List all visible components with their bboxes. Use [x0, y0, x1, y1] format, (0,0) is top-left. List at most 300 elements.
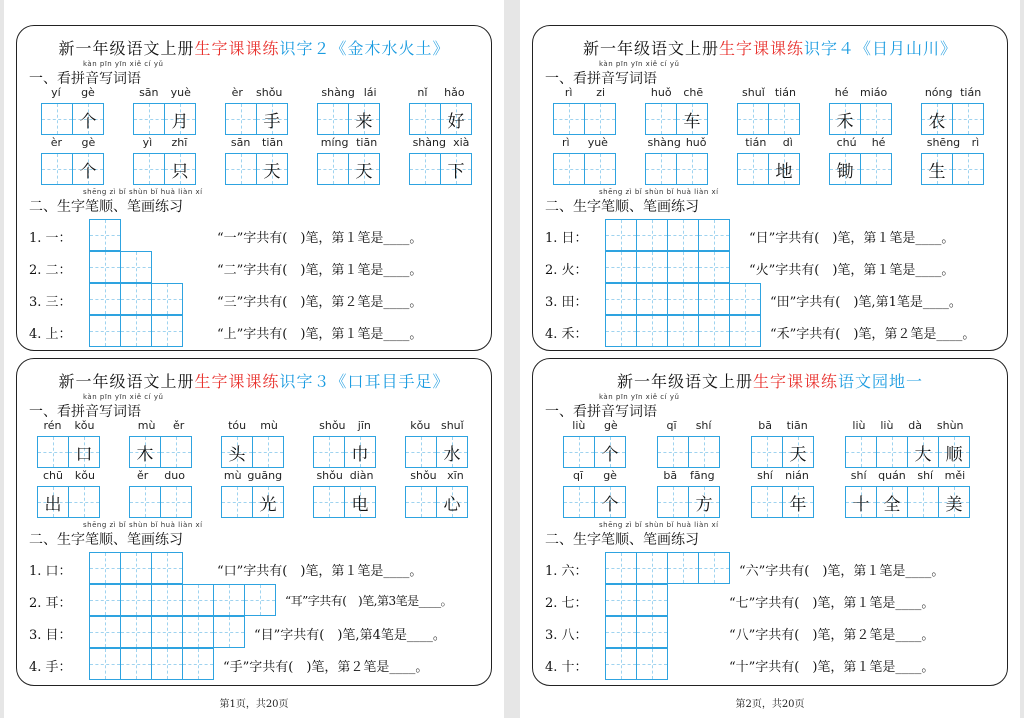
pinyin-syllable: shàng: [321, 86, 355, 99]
stroke-row: [17, 648, 491, 680]
writing-box[interactable]: [440, 103, 472, 135]
writing-box[interactable]: [256, 153, 288, 185]
stroke-cell[interactable]: [729, 315, 761, 347]
stroke-cell[interactable]: [698, 315, 730, 347]
writing-box[interactable]: [221, 486, 253, 518]
writing-boxes: [751, 486, 815, 518]
writing-box[interactable]: [41, 153, 73, 185]
stroke-cell[interactable]: [698, 251, 730, 283]
writing-box[interactable]: [952, 103, 984, 135]
writing-box[interactable]: [829, 153, 861, 185]
pinyin-syllable: shí: [757, 469, 773, 482]
writing-box[interactable]: [938, 436, 970, 468]
writing-box[interactable]: [317, 103, 349, 135]
writing-box[interactable]: [907, 486, 939, 518]
box-char: 个: [601, 494, 619, 515]
stroke-row: [17, 552, 491, 584]
box-char: 生: [928, 161, 946, 182]
stroke-cell[interactable]: [120, 552, 152, 584]
writing-box[interactable]: [409, 153, 441, 185]
stroke-grid: [605, 616, 667, 648]
pinyin-syllable: dà: [908, 419, 923, 432]
writing-box[interactable]: [907, 436, 939, 468]
word-item: [737, 86, 801, 135]
stroke-grid: [605, 219, 729, 251]
box-char: 手: [263, 111, 281, 132]
stroke-cell[interactable]: [151, 616, 183, 648]
word-pinyin: [37, 469, 101, 483]
stroke-cell[interactable]: [89, 584, 121, 616]
writing-box[interactable]: [405, 486, 437, 518]
pinyin-syllable: mù: [223, 469, 242, 482]
writing-boxes: [921, 103, 985, 135]
stroke-cell[interactable]: [605, 616, 637, 648]
stroke-cell[interactable]: [605, 552, 637, 584]
writing-box[interactable]: [645, 103, 677, 135]
writing-box[interactable]: [68, 486, 100, 518]
writing-box[interactable]: [225, 153, 257, 185]
stroke-cell[interactable]: [605, 584, 637, 616]
writing-box[interactable]: [860, 103, 892, 135]
box-char: 天: [789, 444, 807, 465]
writing-box[interactable]: [164, 153, 196, 185]
stroke-cell[interactable]: [698, 219, 730, 251]
writing-box[interactable]: [129, 486, 161, 518]
page-2: [520, 0, 1020, 718]
section-heading: 一、看拼音写词语: [545, 404, 657, 420]
stroke-cell[interactable]: [151, 315, 183, 347]
stroke-cell[interactable]: [605, 648, 637, 680]
writing-box[interactable]: [436, 486, 468, 518]
card-title: [533, 369, 1007, 392]
word-pinyin: [829, 86, 893, 100]
writing-box[interactable]: [344, 486, 376, 518]
stroke-cell[interactable]: [151, 552, 183, 584]
pinyin-syllable: ěr: [172, 419, 185, 432]
stroke-cell[interactable]: [244, 584, 276, 616]
writing-box[interactable]: [645, 153, 677, 185]
writing-boxes: [221, 486, 285, 518]
stroke-cell[interactable]: [667, 552, 699, 584]
stroke-cell[interactable]: [89, 616, 121, 648]
pinyin-syllable: hé: [871, 136, 886, 149]
stroke-cell[interactable]: [636, 584, 668, 616]
word-item: [129, 469, 193, 518]
pinyin-syllable: shǒu: [319, 419, 346, 432]
writing-box[interactable]: [737, 103, 769, 135]
stroke-label: 3. 三：: [29, 295, 72, 310]
writing-box[interactable]: [737, 153, 769, 185]
stroke-label: 2. 火：: [545, 263, 588, 278]
writing-box[interactable]: [344, 436, 376, 468]
stroke-label: 2. 七：: [545, 596, 588, 611]
stroke-cell[interactable]: [151, 283, 183, 315]
writing-box[interactable]: [348, 103, 380, 135]
stroke-row: [17, 315, 491, 347]
stroke-cell[interactable]: [667, 283, 699, 315]
word-item: [221, 469, 285, 518]
stroke-cell[interactable]: [89, 251, 121, 283]
word-pinyin: [657, 419, 721, 433]
writing-boxes: [129, 436, 193, 468]
writing-boxes: [409, 103, 473, 135]
stroke-question: “七”字共有( )笔，第１笔是____。: [729, 596, 935, 611]
pinyin-syllable: sān: [230, 136, 251, 149]
word-item: [313, 469, 377, 518]
box-char: 个: [79, 161, 97, 182]
pinyin-syllable: kǒu: [74, 419, 95, 432]
box-char: 全: [883, 494, 901, 515]
stroke-question: “耳”字共有( )笔,第3笔是____。: [285, 594, 453, 608]
writing-boxes: [409, 153, 473, 185]
stroke-row: [533, 584, 1007, 616]
stroke-question: “上”字共有( )笔，第１笔是____。: [217, 327, 423, 342]
box-char: 头: [228, 444, 246, 465]
section-heading: 二、生字笔顺、笔画练习: [29, 199, 183, 215]
word-item: [829, 86, 893, 135]
box-char: 大: [914, 444, 932, 465]
writing-boxes: [845, 436, 971, 468]
pinyin-syllable: èr: [50, 136, 63, 149]
title-lesson: 语文园地一: [838, 372, 924, 391]
stroke-grid: [605, 315, 760, 347]
stroke-cell[interactable]: [636, 219, 668, 251]
stroke-cell[interactable]: [151, 584, 183, 616]
writing-box[interactable]: [676, 103, 708, 135]
writing-box[interactable]: [876, 486, 908, 518]
word-pinyin: [405, 419, 469, 433]
word-pinyin: [751, 469, 815, 483]
writing-box[interactable]: [938, 486, 970, 518]
pinyin-syllable: shǒu: [256, 86, 283, 99]
word-item: [409, 136, 473, 185]
writing-box[interactable]: [72, 153, 104, 185]
box-char: 下: [447, 161, 465, 182]
word-pinyin: [563, 469, 627, 483]
writing-box[interactable]: [782, 486, 814, 518]
stroke-cell[interactable]: [667, 315, 699, 347]
stroke-cell[interactable]: [729, 283, 761, 315]
writing-boxes: [563, 436, 627, 468]
writing-box[interactable]: [252, 486, 284, 518]
stroke-cell[interactable]: [151, 648, 183, 680]
stroke-cell[interactable]: [636, 552, 668, 584]
writing-boxes: [221, 436, 285, 468]
writing-box[interactable]: [317, 153, 349, 185]
stroke-question: “十”字共有( )笔，第１笔是____。: [729, 660, 935, 675]
pinyin-syllable: guāng: [247, 469, 283, 482]
writing-box[interactable]: [72, 103, 104, 135]
stroke-cell[interactable]: [605, 315, 637, 347]
pinyin-syllable: tóu: [228, 419, 247, 432]
writing-box[interactable]: [160, 486, 192, 518]
stroke-cell[interactable]: [120, 584, 152, 616]
box-char: 好: [447, 111, 465, 132]
writing-box[interactable]: [829, 103, 861, 135]
box-char: 心: [443, 494, 461, 515]
stroke-question: “八”字共有( )笔，第２笔是____。: [729, 628, 935, 643]
stroke-cell[interactable]: [636, 648, 668, 680]
pinyin-syllable: yuè: [170, 86, 191, 99]
pinyin-syllable: měi: [944, 469, 966, 482]
pinyin-syllable: shí: [917, 469, 934, 482]
stroke-cell[interactable]: [120, 315, 152, 347]
word-item: [41, 86, 105, 135]
stroke-label: 3. 八：: [545, 628, 588, 643]
stroke-row: [17, 219, 491, 251]
stroke-cell[interactable]: [89, 219, 121, 251]
word-pinyin: [313, 469, 377, 483]
pinyin-syllable: liù: [880, 419, 894, 432]
writing-box[interactable]: [133, 103, 165, 135]
word-pinyin: [921, 86, 985, 100]
pinyin-syllable: huǒ: [685, 136, 707, 149]
section-heading: 一、看拼音写词语: [29, 71, 141, 87]
writing-box[interactable]: [768, 103, 800, 135]
word-item: [405, 419, 469, 468]
stroke-cell[interactable]: [636, 251, 668, 283]
writing-box[interactable]: [657, 436, 689, 468]
word-pinyin: [553, 136, 617, 150]
stroke-cell[interactable]: [667, 219, 699, 251]
writing-box[interactable]: [409, 103, 441, 135]
pinyin-syllable: miáo: [860, 86, 888, 99]
writing-boxes: [553, 153, 617, 185]
word-item: [405, 469, 469, 518]
writing-box[interactable]: [313, 436, 345, 468]
stroke-cell[interactable]: [182, 616, 214, 648]
writing-box[interactable]: [751, 436, 783, 468]
stroke-cell[interactable]: [636, 315, 668, 347]
stroke-label: 3. 目：: [29, 628, 72, 643]
word-item: [645, 86, 709, 135]
word-pinyin: [129, 469, 193, 483]
writing-box[interactable]: [921, 103, 953, 135]
stroke-question: “日”字共有( )笔，第１笔是____。: [749, 231, 955, 246]
writing-box[interactable]: [405, 436, 437, 468]
writing-box[interactable]: [751, 486, 783, 518]
writing-boxes: [829, 103, 893, 135]
word-pinyin: [133, 86, 197, 100]
word-item: [553, 136, 617, 185]
writing-box[interactable]: [952, 153, 984, 185]
writing-box[interactable]: [921, 153, 953, 185]
box-char: 巾: [351, 444, 369, 465]
word-item: [41, 136, 105, 185]
word-item: [751, 419, 815, 468]
stroke-cell[interactable]: [120, 648, 152, 680]
word-pinyin: [225, 136, 289, 150]
writing-box[interactable]: [133, 153, 165, 185]
stroke-cell[interactable]: [667, 251, 699, 283]
stroke-cell[interactable]: [605, 283, 637, 315]
box-char: 十: [852, 494, 870, 515]
stroke-grid: [89, 552, 182, 584]
stroke-cell[interactable]: [182, 648, 214, 680]
word-pinyin: [845, 469, 971, 483]
stroke-cell[interactable]: [213, 616, 245, 648]
pinyin-syllable: kǒu: [74, 469, 95, 482]
writing-box[interactable]: [876, 436, 908, 468]
stroke-question: “火”字共有( )笔，第１笔是____。: [749, 263, 955, 278]
box-char: 顺: [945, 444, 963, 465]
writing-box[interactable]: [440, 153, 472, 185]
stroke-cell[interactable]: [636, 616, 668, 648]
writing-box[interactable]: [313, 486, 345, 518]
pinyin-syllable: liù: [572, 419, 586, 432]
writing-box[interactable]: [37, 486, 69, 518]
writing-boxes: [737, 103, 801, 135]
word-item: [317, 136, 381, 185]
stroke-cell[interactable]: [213, 584, 245, 616]
word-pinyin: [829, 136, 893, 150]
box-char: 锄: [836, 161, 854, 182]
word-pinyin: [37, 419, 101, 433]
writing-box[interactable]: [688, 436, 720, 468]
stroke-label: 4. 禾：: [545, 327, 588, 342]
writing-box[interactable]: [256, 103, 288, 135]
writing-box[interactable]: [584, 153, 616, 185]
card-title: [17, 36, 491, 59]
title-lesson: 识字４《日月山川》: [804, 39, 958, 58]
pinyin-syllable: sān: [139, 86, 159, 99]
writing-box[interactable]: [688, 486, 720, 518]
stroke-cell[interactable]: [636, 283, 668, 315]
title-grade: 新一年级语文上册: [58, 39, 195, 58]
pinyin-syllable: mù: [260, 419, 278, 432]
box-char: 地: [775, 161, 793, 182]
writing-box[interactable]: [563, 436, 595, 468]
box-char: 天: [355, 161, 373, 182]
pinyin-syllable: dì: [782, 136, 793, 149]
writing-box[interactable]: [221, 436, 253, 468]
stroke-grid: [605, 552, 729, 584]
word-row: [533, 469, 1007, 519]
word-pinyin: [921, 136, 985, 150]
word-item: [657, 469, 721, 518]
pinyin-syllable: nóng: [924, 86, 953, 99]
section-pinyin: kàn pīn yīn xiě cí yǔ: [83, 393, 164, 401]
pinyin-syllable: yuè: [587, 136, 608, 149]
writing-box[interactable]: [252, 436, 284, 468]
stroke-label: 1. 日：: [545, 231, 588, 246]
stroke-cell[interactable]: [120, 251, 152, 283]
pinyin-syllable: tián: [960, 86, 982, 99]
writing-box[interactable]: [160, 436, 192, 468]
word-pinyin: [645, 86, 709, 100]
pinyin-syllable: hé: [834, 86, 849, 99]
stroke-cell[interactable]: [89, 648, 121, 680]
stroke-label: 1. 一：: [29, 231, 72, 246]
pinyin-syllable: tiān: [262, 136, 284, 149]
pinyin-syllable: shēng: [926, 136, 961, 149]
card-title: [533, 36, 1007, 59]
word-row: [17, 469, 491, 519]
stroke-grid: [605, 648, 667, 680]
writing-box[interactable]: [768, 153, 800, 185]
writing-box[interactable]: [563, 486, 595, 518]
writing-box[interactable]: [584, 103, 616, 135]
title-series: 生字课课练: [752, 372, 838, 391]
writing-box[interactable]: [860, 153, 892, 185]
writing-box[interactable]: [553, 103, 585, 135]
stroke-cell[interactable]: [89, 283, 121, 315]
pinyin-syllable: zi: [596, 86, 606, 99]
pinyin-syllable: jīn: [357, 419, 371, 432]
pinyin-syllable: quán: [878, 469, 906, 482]
writing-box[interactable]: [845, 436, 877, 468]
writing-boxes: [225, 103, 289, 135]
stroke-cell[interactable]: [605, 251, 637, 283]
word-item: [129, 419, 193, 468]
writing-box[interactable]: [782, 436, 814, 468]
writing-box[interactable]: [594, 436, 626, 468]
word-item: [37, 419, 101, 468]
writing-box[interactable]: [436, 436, 468, 468]
box-char: 出: [44, 494, 62, 515]
writing-box[interactable]: [37, 436, 69, 468]
word-item: [317, 86, 381, 135]
writing-box[interactable]: [845, 486, 877, 518]
page-footer: 第2页，共20页: [735, 699, 805, 710]
writing-boxes: [645, 153, 709, 185]
stroke-row: [17, 616, 491, 648]
title-series: 生字课课练: [194, 39, 280, 58]
writing-box[interactable]: [41, 103, 73, 135]
writing-boxes: [657, 436, 721, 468]
writing-box[interactable]: [553, 153, 585, 185]
stroke-grid: [89, 584, 275, 616]
writing-box[interactable]: [129, 436, 161, 468]
pinyin-syllable: duo: [164, 469, 185, 482]
pinyin-syllable: gè: [81, 86, 95, 99]
writing-box[interactable]: [594, 486, 626, 518]
pinyin-syllable: mù: [137, 419, 156, 432]
box-char: 农: [928, 111, 946, 132]
stroke-cell[interactable]: [120, 616, 152, 648]
box-char: 只: [171, 161, 189, 182]
stroke-cell[interactable]: [182, 584, 214, 616]
stroke-cell[interactable]: [698, 283, 730, 315]
stroke-label: 4. 手：: [29, 660, 72, 675]
stroke-question: “目”字共有( )笔,第4笔是____。: [254, 628, 446, 643]
stroke-cell[interactable]: [89, 315, 121, 347]
section-heading: 二、生字笔顺、笔画练习: [545, 199, 699, 215]
writing-boxes: [829, 153, 893, 185]
box-char: 年: [789, 494, 807, 515]
word-row: [533, 136, 1007, 186]
writing-box[interactable]: [225, 103, 257, 135]
stroke-row: [533, 315, 1007, 347]
writing-box[interactable]: [348, 153, 380, 185]
pinyin-syllable: rì: [562, 136, 570, 149]
stroke-cell[interactable]: [89, 552, 121, 584]
writing-box[interactable]: [68, 436, 100, 468]
writing-box[interactable]: [676, 153, 708, 185]
writing-box[interactable]: [164, 103, 196, 135]
writing-box[interactable]: [657, 486, 689, 518]
stroke-cell[interactable]: [605, 219, 637, 251]
word-item: [829, 136, 893, 185]
pinyin-syllable: diàn: [349, 469, 374, 482]
stroke-row: [17, 584, 491, 616]
card: [16, 358, 492, 686]
box-char: 禾: [836, 111, 854, 132]
stroke-cell[interactable]: [698, 552, 730, 584]
stroke-grid: [89, 616, 244, 648]
writing-boxes: [405, 486, 469, 518]
stroke-cell[interactable]: [120, 283, 152, 315]
